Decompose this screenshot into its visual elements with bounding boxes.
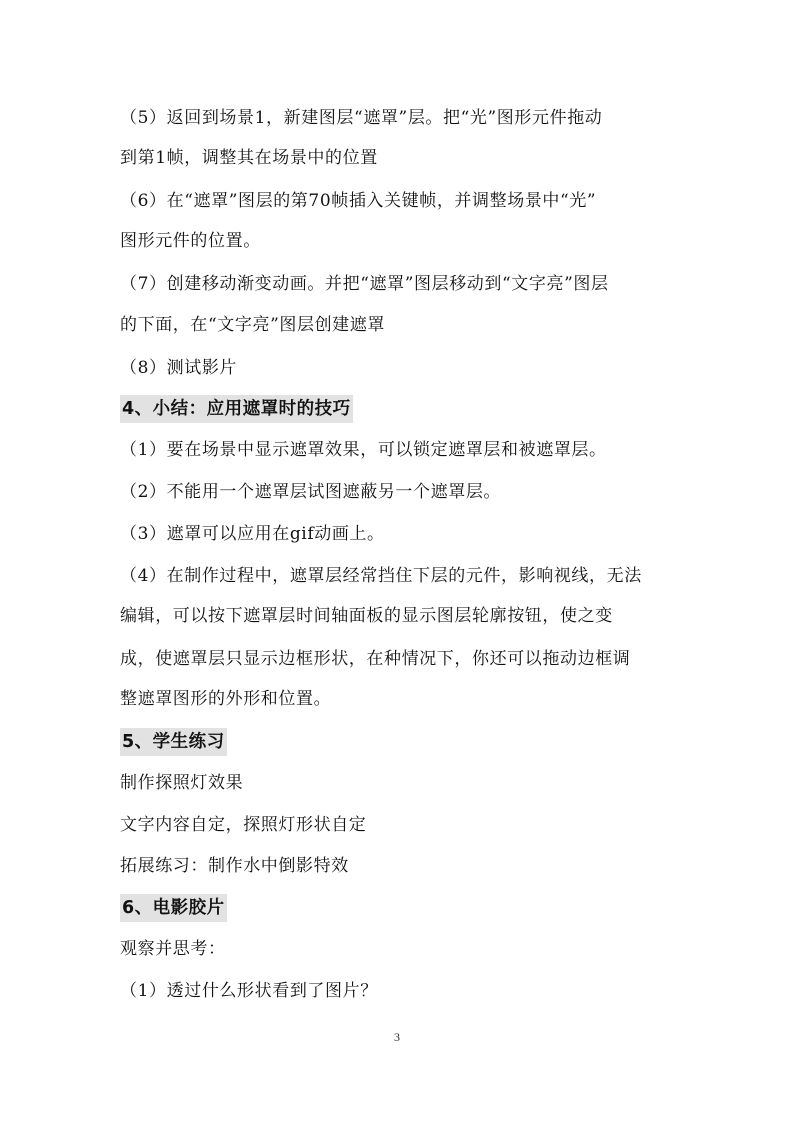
section-heading: 5、学生练习 bbox=[120, 728, 227, 756]
text-line: （1）要在场景中显示遮罩效果，可以锁定遮罩层和被遮罩层。 bbox=[120, 440, 607, 460]
text-line: 编辑，可以按下遮罩层时间轴面板的显示图层轮廓按钮，使之变 bbox=[120, 606, 613, 626]
section-heading: 4、小结：应用遮罩时的技巧 bbox=[120, 395, 353, 423]
text-line: （5）返回到场景1，新建图层“遮罩”层。把“光”图形元件拖动 bbox=[120, 108, 603, 128]
text-line: （6）在“遮罩”图层的第70帧插入关键帧，并调整场景中“光” bbox=[120, 191, 597, 211]
text-line: （3）遮罩可以应用在gif动画上。 bbox=[120, 524, 385, 544]
text-line: 观察并思考： bbox=[120, 939, 226, 959]
text-line: （4）在制作过程中，遮罩层经常挡住下层的元件，影响视线，无法 bbox=[120, 566, 642, 586]
text-line: 图形元件的位置。 bbox=[120, 231, 261, 251]
text-line: 拓展练习：制作水中倒影特效 bbox=[120, 856, 349, 876]
section-heading: 6、电影胶片 bbox=[120, 894, 227, 922]
text-line: 成，使遮罩层只显示边框形状，在种情况下，你还可以拖动边框调 bbox=[120, 649, 631, 669]
text-line: 制作探照灯效果 bbox=[120, 773, 244, 793]
text-line: （1）透过什么形状看到了图片？ bbox=[120, 981, 378, 1001]
text-line: （2）不能用一个遮罩层试图遮蔽另一个遮罩层。 bbox=[120, 482, 502, 502]
text-line: 文字内容自定，探照灯形状自定 bbox=[120, 815, 367, 835]
text-line: 的下面，在“文字亮”图层创建遮罩 bbox=[120, 315, 385, 335]
text-line: （7）创建移动渐变动画。并把“遮罩”图层移动到“文字亮”图层 bbox=[120, 274, 609, 294]
text-line: 到第1帧，调整其在场景中的位置 bbox=[120, 148, 378, 168]
text-line: 整遮罩图形的外形和位置。 bbox=[120, 689, 332, 709]
text-line: （8）测试影片 bbox=[120, 358, 238, 378]
page-number: 3 bbox=[394, 1030, 400, 1044]
